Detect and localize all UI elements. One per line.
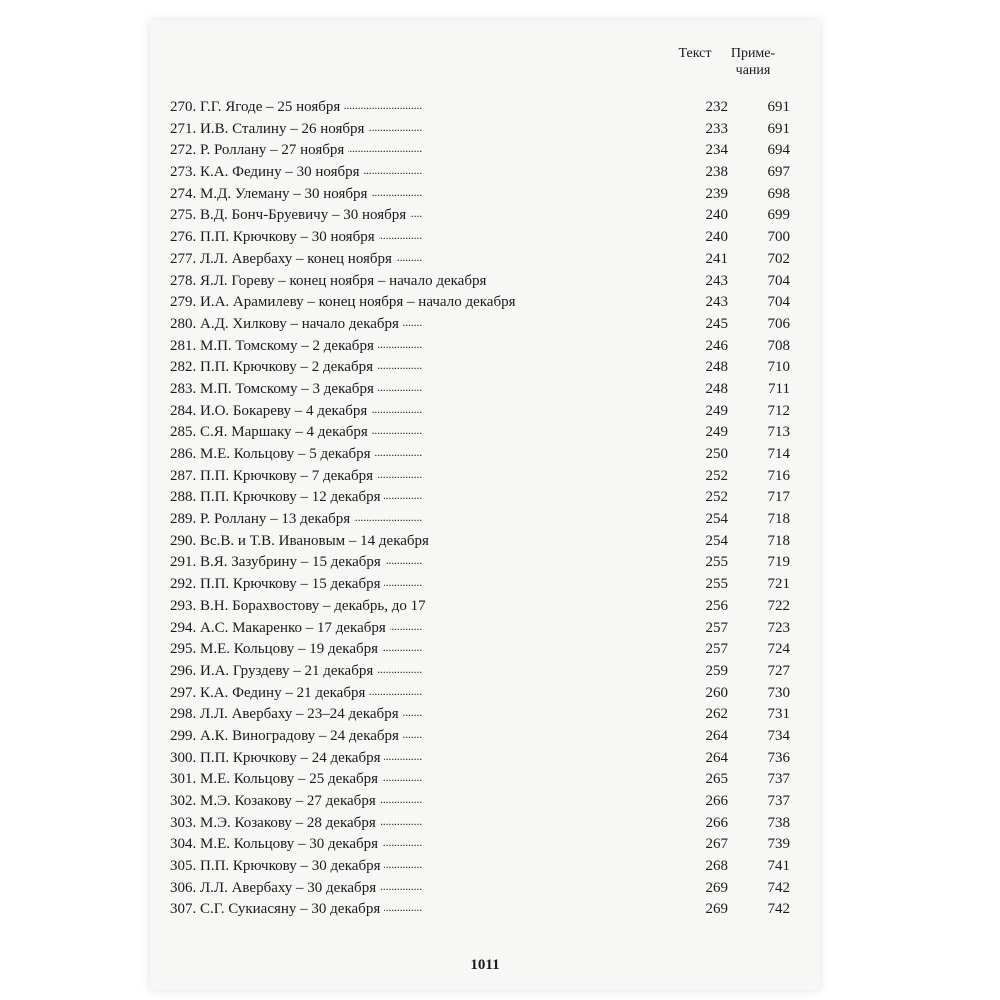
toc-entry-text-page: 250 [705, 446, 728, 462]
toc-entry-leader [170, 466, 657, 488]
toc-entry-label: 303. М.Э. Козакову – 28 декабря [170, 815, 380, 831]
toc-entry-notes-page: 737 [767, 771, 790, 788]
toc-entry-notes-page: 700 [767, 229, 790, 246]
toc-entry-notes-page: 718 [767, 511, 790, 528]
toc-entry-leader [170, 249, 657, 271]
toc-entry-label: 286. М.Е. Кольцову – 5 декабря [170, 446, 375, 462]
toc-entry-label: 288. П.П. Крючкову – 12 декабря [170, 489, 384, 505]
toc-entry [170, 162, 790, 184]
toc-entry-notes-page: 734 [767, 727, 790, 744]
toc-entry-leader [170, 813, 657, 835]
toc-entry-text-page: 254 [705, 532, 728, 549]
toc-entry-label: 284. И.О. Бокареву – 4 декабря [170, 403, 371, 419]
toc-entry-label: 307. С.Г. Сукиасяну – 30 декабря [170, 901, 384, 917]
toc-entry [170, 271, 790, 293]
toc-entry-text-page: 252 [705, 467, 728, 484]
toc-entry-notes-page: 713 [767, 424, 790, 441]
toc-entry-leader [170, 119, 657, 141]
toc-entry-leader [170, 639, 657, 661]
toc-entry-text-page: 248 [705, 380, 728, 397]
toc-entry-leader [170, 271, 657, 293]
toc-entry [170, 205, 790, 227]
toc-entry-label: 274. М.Д. Улеману – 30 ноября [170, 186, 371, 202]
toc-entry-text-page: 269 [705, 879, 728, 896]
toc-entry [170, 639, 790, 661]
column-header-text-label: Текст [678, 46, 712, 61]
toc-entry [170, 487, 790, 509]
toc-entry [170, 401, 790, 423]
toc-entry-label: 298. Л.Л. Авербаху – 23–24 декабря [170, 706, 403, 722]
toc-entry-label: 299. А.К. Виноградову – 24 декабря [170, 728, 403, 744]
toc-entry-leader [170, 552, 657, 574]
book-page [150, 20, 820, 990]
toc-entry [170, 422, 790, 444]
toc-entry-text-page: 239 [705, 185, 728, 202]
toc-entry-notes-page: 704 [767, 272, 790, 289]
toc-entry-leader [170, 401, 657, 423]
toc-entry [170, 683, 790, 705]
toc-entry-leader [170, 509, 657, 531]
toc-entry [170, 227, 790, 249]
toc-entry-text-page: 243 [705, 272, 728, 289]
toc-entry-text-page: 260 [705, 684, 728, 701]
toc-entry-text-page: 257 [705, 641, 728, 658]
toc-entry-label: 295. М.Е. Кольцову – 19 декабря [170, 641, 382, 657]
toc-entry-label: 277. Л.Л. Авербаху – конец ноября [170, 251, 396, 267]
toc-entry-notes-page: 741 [767, 858, 790, 875]
toc-entry-notes-page: 730 [767, 684, 790, 701]
toc-entry [170, 856, 790, 878]
toc-entry [170, 97, 790, 119]
toc-entry-notes-page: 699 [767, 207, 790, 224]
toc-entry-leader [170, 357, 657, 379]
toc-entry-text-page: 259 [705, 662, 728, 679]
toc-entry-text-page: 265 [705, 771, 728, 788]
column-header-notes-line2: чания [735, 63, 771, 78]
toc-entry-leader [170, 205, 657, 227]
toc-entry [170, 314, 790, 336]
toc-entry-notes-page: 710 [767, 359, 790, 376]
toc-entry-notes-page: 721 [767, 576, 790, 593]
toc-entry-leader [170, 422, 657, 444]
toc-entry-text-page: 241 [705, 250, 728, 267]
toc-entry-leader [170, 379, 657, 401]
toc-entry-text-page: 232 [705, 99, 728, 115]
toc-entry-leader [170, 661, 657, 683]
toc-entry-text-page: 266 [705, 814, 728, 831]
toc-entry-notes-page: 722 [767, 597, 790, 614]
toc-entry-notes-page: 737 [767, 793, 790, 809]
toc-entry [170, 140, 790, 162]
toc-entry-label: 301. М.Е. Кольцову – 25 декабря [170, 771, 382, 787]
toc-entry-label: 276. П.П. Крючкову – 30 ноября [170, 229, 379, 245]
toc-entry-label: 273. К.А. Федину – 30 ноября [170, 164, 364, 180]
column-header-notes [718, 45, 788, 79]
toc-entry [170, 899, 790, 921]
toc-entry [170, 119, 790, 141]
toc-entry-text-page: 248 [705, 359, 728, 376]
toc-entry-leader [170, 184, 657, 206]
toc-entry-notes-page: 694 [767, 142, 790, 159]
toc-entry-notes-page: 719 [767, 554, 790, 571]
page-number: 1011 [470, 957, 500, 973]
toc-entry-leader [170, 596, 657, 618]
toc-entry [170, 552, 790, 574]
toc-entry-label: 297. К.А. Федину – 21 декабря [170, 685, 369, 701]
toc-entry [170, 336, 790, 358]
toc-entry-label: 283. М.П. Томскому – 3 декабря [170, 381, 378, 397]
toc-entry-text-page: 240 [705, 229, 728, 246]
toc-entry [170, 444, 790, 466]
toc-entry-leader [170, 336, 657, 358]
toc-entry-text-page: 262 [705, 706, 728, 723]
toc-entry-text-page: 252 [705, 489, 728, 506]
toc-entry-leader [170, 878, 657, 900]
toc-entry-text-page: 268 [705, 858, 728, 875]
column-header-notes-line1: Приме- [730, 46, 776, 61]
toc-entry-text-page: 264 [705, 749, 728, 766]
toc-entry-label: 271. И.В. Сталину – 26 ноября [170, 121, 368, 137]
toc-entry-label: 275. В.Д. Бонч-Бруевичу – 30 ноября [170, 207, 410, 223]
toc-entry-text-page: 249 [705, 402, 728, 419]
toc-entry-text-page: 243 [705, 294, 728, 311]
toc-entry-notes-page: 697 [767, 164, 790, 181]
toc-entry [170, 813, 790, 835]
toc-entry-leader [170, 97, 657, 119]
toc-entry-notes-page: 717 [767, 489, 790, 506]
toc-entry-notes-page: 739 [767, 836, 790, 853]
toc-entry-label: 293. В.Н. Борахвостову – декабрь, до 17 [170, 598, 430, 614]
toc-entry-notes-page: 742 [767, 901, 790, 918]
toc-entry-leader [170, 162, 657, 184]
toc-entry-label: 305. П.П. Крючкову – 30 декабря [170, 858, 384, 874]
toc-entry-leader [170, 791, 657, 813]
toc-entry-label: 272. Р. Роллану – 27 ноября [170, 142, 348, 158]
toc-entry-label: 270. Г.Г. Ягоде – 25 ноября [170, 99, 344, 115]
toc-entry-text-page: 234 [705, 142, 728, 159]
toc-entry-notes-page: 724 [767, 641, 790, 658]
toc-entry-label: 291. В.Я. Зазубрину – 15 декабря [170, 554, 385, 570]
toc-entry-leader [170, 618, 657, 640]
toc-entry [170, 357, 790, 379]
toc-entry-leader [170, 292, 657, 314]
toc-entry-label: 280. А.Д. Хилкову – начало декабря [170, 316, 403, 332]
toc-entry-text-page: 238 [705, 164, 728, 181]
toc-entry [170, 292, 790, 314]
toc-entry [170, 834, 790, 856]
toc-entry-label: 292. П.П. Крючкову – 15 декабря [170, 576, 384, 592]
toc-entry-leader [170, 683, 657, 705]
toc-entry-leader [170, 704, 657, 726]
toc-entry-leader [170, 834, 657, 856]
toc-entry-text-page: 246 [705, 337, 728, 354]
toc-entry-label: 278. Я.Л. Гореву – конец ноября – начало декабря [170, 273, 490, 289]
toc-entry-notes-page: 712 [767, 402, 790, 419]
toc-entry-label: 306. Л.Л. Авербаху – 30 декабря [170, 880, 380, 896]
toc-entry-notes-page: 691 [767, 120, 790, 137]
toc-entry-label: 282. П.П. Крючкову – 2 декабря [170, 359, 377, 375]
toc-entry-notes-page: 702 [767, 250, 790, 267]
toc-entry-label: 281. М.П. Томскому – 2 декабря [170, 338, 378, 354]
toc-entry-label: 296. И.А. Груздеву – 21 декабря [170, 663, 377, 679]
toc-entry-text-page: 256 [705, 597, 728, 614]
toc-entry-leader [170, 227, 657, 249]
toc-entry-notes-page: 727 [767, 662, 790, 679]
toc-entry-text-page: 257 [705, 619, 728, 636]
toc-entry-notes-page: 711 [768, 380, 790, 397]
toc-entry [170, 466, 790, 488]
toc-entry-notes-page: 714 [767, 446, 790, 462]
toc-entry-label: 289. Р. Роллану – 13 декабря [170, 511, 354, 527]
toc-entry-leader [170, 769, 657, 791]
toc-entry-label: 302. М.Э. Козакову – 27 декабря [170, 793, 380, 809]
toc-entry [170, 379, 790, 401]
toc-entry-notes-page: 736 [767, 749, 790, 766]
toc-entry-text-page: 233 [705, 120, 728, 137]
toc-entry-notes-page: 708 [767, 337, 790, 354]
toc-entry [170, 618, 790, 640]
toc-entry-text-page: 245 [705, 315, 728, 332]
toc-entry-leader [170, 748, 657, 770]
toc-entry-label: 287. П.П. Крючкову – 7 декабря [170, 468, 377, 484]
toc-entry-notes-page: 716 [767, 467, 790, 484]
toc-entry-leader [170, 487, 657, 509]
toc-entry-leader [170, 726, 657, 748]
toc-entry [170, 748, 790, 770]
column-header-text [670, 45, 720, 62]
toc-entry-leader [170, 899, 657, 921]
toc-entry-text-page: 255 [705, 554, 728, 571]
toc-entry-label: 279. И.А. Арамилеву – конец ноября – начало декабря [170, 294, 520, 310]
toc-entry-notes-page: 731 [767, 706, 790, 723]
toc-entry [170, 878, 790, 900]
toc-entry-notes-page: 691 [767, 99, 790, 115]
toc-entry-label: 285. С.Я. Маршаку – 4 декабря [170, 424, 372, 440]
toc-entry-text-page: 267 [705, 836, 728, 853]
toc-entry-text-page: 254 [705, 511, 728, 528]
toc-entry-notes-page: 738 [767, 814, 790, 831]
toc-entry-leader [170, 140, 657, 162]
toc-entry [170, 791, 790, 813]
toc-entry-text-page: 264 [705, 727, 728, 744]
toc-entry-notes-page: 742 [767, 879, 790, 896]
toc-entry [170, 726, 790, 748]
table-of-contents [170, 97, 790, 921]
toc-entry [170, 531, 790, 553]
toc-entry-notes-page: 718 [767, 532, 790, 549]
toc-entry [170, 769, 790, 791]
toc-entry-notes-page: 723 [767, 619, 790, 636]
toc-entry-leader [170, 314, 657, 336]
toc-entry [170, 596, 790, 618]
toc-entry [170, 574, 790, 596]
toc-entry-leader [170, 574, 657, 596]
toc-entry [170, 704, 790, 726]
toc-entry-text-page: 255 [705, 576, 728, 593]
toc-entry-text-page: 240 [705, 207, 728, 224]
toc-entry [170, 661, 790, 683]
toc-entry-notes-page: 704 [767, 294, 790, 311]
toc-entry [170, 184, 790, 206]
toc-entry-text-page: 249 [705, 424, 728, 441]
toc-entry-notes-page: 698 [767, 185, 790, 202]
toc-entry [170, 249, 790, 271]
toc-entry-notes-page: 706 [767, 315, 790, 332]
toc-entry-label: 300. П.П. Крючкову – 24 декабря [170, 750, 384, 766]
toc-entry-text-page: 266 [705, 793, 728, 809]
toc-entry-leader [170, 531, 657, 553]
toc-entry [170, 509, 790, 531]
toc-entry-label: 290. Вс.В. и Т.В. Ивановым – 14 декабря [170, 533, 433, 549]
toc-entry-label: 304. М.Е. Кольцову – 30 декабря [170, 836, 382, 852]
toc-entry-leader [170, 856, 657, 878]
toc-entry-text-page: 269 [705, 901, 728, 918]
toc-entry-label: 294. А.С. Макаренко – 17 декабря [170, 620, 390, 636]
toc-entry-leader [170, 444, 657, 466]
